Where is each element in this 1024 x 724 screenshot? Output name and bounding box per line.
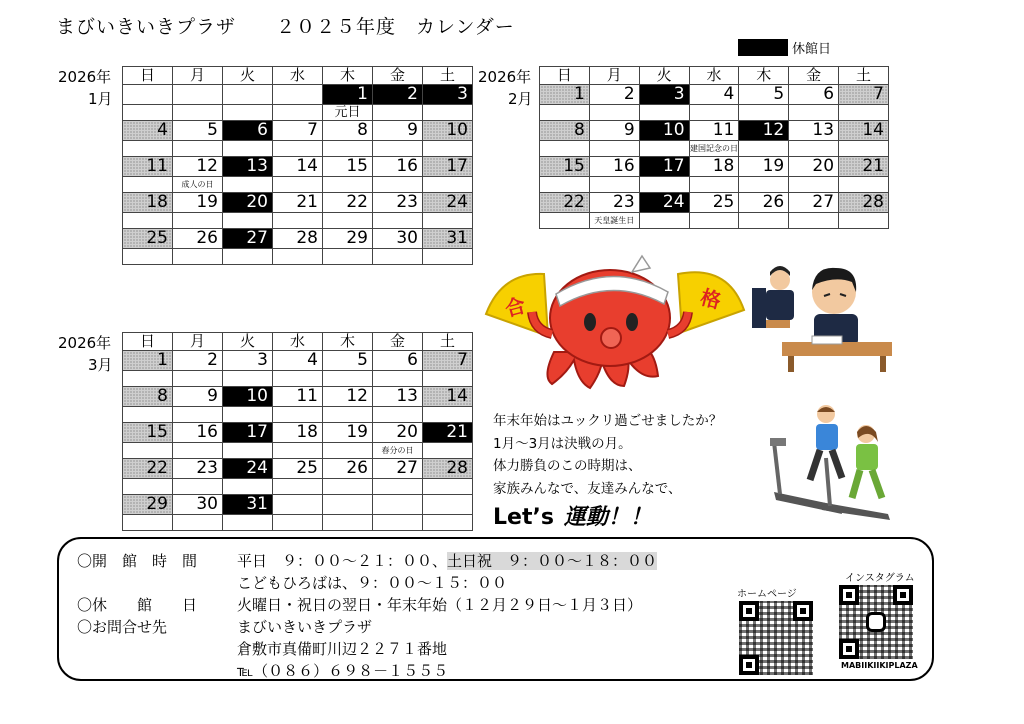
calendar-day: 3 [223,351,273,371]
holiday-label [273,407,323,423]
calendar-day: 14 [839,121,889,141]
calendar-day: 14 [273,157,323,177]
holiday-label [273,515,323,531]
calendar-day: 29 [323,229,373,249]
calendar-day: 21 [423,423,473,443]
holiday-label [789,105,839,121]
holiday-label [173,213,223,229]
holiday-label [323,177,373,193]
holiday-label [223,515,273,531]
lets-jp-text: 運動！！ [563,505,652,530]
calendar-day: 17 [639,157,689,177]
calendar-day: 7 [839,85,889,105]
calendar-day: 9 [589,121,639,141]
holiday-label [123,407,173,423]
calendar-day: 2 [589,85,639,105]
contact-name: まびいきいきプラザ [237,618,373,636]
calendar-day: 27 [789,193,839,213]
calendar-day: 22 [123,459,173,479]
calendar-day [173,85,223,105]
hours-weekend: 土日祝 ９：００～１８：００ [447,552,658,570]
contact-address: 倉敷市真備町川辺２２７１番地 [237,640,448,658]
holiday-label [423,407,473,423]
calendar-day: 18 [689,157,739,177]
contact-tel [237,661,448,681]
instagram-qr-label: インスタグラム [845,573,915,584]
holiday-label [323,479,373,495]
calendar-day: 22 [540,193,590,213]
calendar-day: 24 [223,459,273,479]
weekday-header: 木 [323,333,373,351]
weekday-header: 水 [689,67,739,85]
holiday-label: 元日 [323,105,373,121]
calendar-day [273,85,323,105]
holiday-label [839,141,889,157]
holiday-label [123,479,173,495]
calendar-day [123,85,173,105]
holiday-label [423,141,473,157]
calendar-day: 28 [839,193,889,213]
weekday-header: 水 [273,333,323,351]
weekday-header: 月 [589,67,639,85]
holiday-label [123,443,173,459]
calendar-day: 22 [323,193,373,213]
calendar-day: 19 [739,157,789,177]
calendar-day: 17 [423,157,473,177]
holiday-label [739,177,789,193]
holiday-label [689,213,739,229]
calendar-day: 2 [373,85,423,105]
holiday-label [223,141,273,157]
hours-kids: こどもひろばは、９：００～１５：００ [237,574,508,592]
calendar-day [423,495,473,515]
tel-prefix: ℡ [237,662,254,680]
calendar-day: 5 [323,351,373,371]
holiday-label [223,177,273,193]
weekday-header: 土 [423,67,473,85]
closed-days-label: 〇休 館 日 [77,596,198,614]
holiday-label [373,371,423,387]
holiday-label [323,141,373,157]
calendar-day: 8 [323,121,373,141]
lets-text: Let’s [493,505,554,530]
calendar-year: 2026年 [58,334,112,352]
calendar-day: 24 [423,193,473,213]
message-line: 家族みんなで、友達みんなで、 [493,480,682,497]
calendar-day: 29 [123,495,173,515]
weekday-header: 木 [323,67,373,85]
calendar-day: 4 [273,351,323,371]
calendar-day: 28 [423,459,473,479]
holiday-label [540,141,590,157]
closed-day-legend [738,38,831,57]
right-fan-label: 格 [698,284,724,314]
instagram-logo-icon [866,612,886,632]
calendar-day: 6 [789,85,839,105]
calendar-day: 20 [223,193,273,213]
calendar-day: 18 [123,193,173,213]
weekday-header: 月 [173,67,223,85]
calendar-year: 2026年 [478,68,532,86]
weekday-header: 金 [373,67,423,85]
message-line: 体力勝負のこの時期は、 [493,458,642,474]
calendar-day: 6 [223,121,273,141]
calendar-day: 11 [273,387,323,407]
hours-weekday: 平日 ９：００～２１：００、 [237,552,448,570]
holiday-label [273,443,323,459]
calendar-day: 23 [373,193,423,213]
holiday-label [173,249,223,265]
weekday-header: 日 [123,333,173,351]
homepage-qr-icon[interactable] [739,601,813,675]
closed-legend-swatch [738,39,788,56]
holiday-label [273,105,323,121]
calendar-day: 16 [589,157,639,177]
holiday-label [273,177,323,193]
holiday-label [173,479,223,495]
calendar-day: 20 [789,157,839,177]
calendar-day: 18 [273,423,323,443]
holiday-label [323,443,373,459]
holiday-label [639,177,689,193]
holiday-label [540,213,590,229]
calendar-day: 11 [689,121,739,141]
calendar-day: 9 [173,387,223,407]
calendar-day: 1 [323,85,373,105]
holiday-label [789,213,839,229]
holiday-label [273,479,323,495]
holiday-label [223,249,273,265]
students-studying-illustration [752,258,892,373]
holiday-label [323,515,373,531]
octopus-body-icon [532,256,688,388]
holiday-label [373,407,423,423]
holiday-label [423,479,473,495]
instagram-qr-icon[interactable] [839,585,913,659]
holiday-label [589,177,639,193]
holiday-label [373,213,423,229]
calendar-day: 1 [540,85,590,105]
calendar-day: 5 [739,85,789,105]
holiday-label: 天皇誕生日 [589,213,639,229]
holiday-label [173,443,223,459]
calendar-day: 14 [423,387,473,407]
calendar-day: 15 [123,423,173,443]
weekday-header: 日 [540,67,590,85]
weekday-header: 火 [223,67,273,85]
info-box [57,537,934,681]
weekday-header: 日 [123,67,173,85]
holiday-label [739,213,789,229]
treadmill-runners-illustration [770,402,900,520]
holiday-label [323,213,373,229]
calendar-day: 25 [273,459,323,479]
holiday-label [423,249,473,265]
holiday-label [423,515,473,531]
calendar-day: 28 [273,229,323,249]
holiday-label [173,371,223,387]
calendar-day: 26 [739,193,789,213]
calendar-day: 15 [540,157,590,177]
page-title: まびいきいきプラザ ２０２５年度 カレンダー [56,16,515,38]
calendar-day: 26 [173,229,223,249]
holiday-label [423,105,473,121]
calendar-day: 1 [123,351,173,371]
calendar-day: 9 [373,121,423,141]
hours-value [237,551,657,571]
weekday-header: 土 [423,333,473,351]
holiday-label [739,105,789,121]
contact-label: 〇お問合せ先 [77,618,168,636]
calendar-day: 24 [639,193,689,213]
calendar-day: 19 [323,423,373,443]
calendar-day: 5 [173,121,223,141]
holiday-label [273,249,323,265]
weekday-header: 火 [223,333,273,351]
calendar-day: 12 [323,387,373,407]
calendar-day: 4 [689,85,739,105]
homepage-qr-label: ホームページ [737,589,797,600]
holiday-label [323,249,373,265]
holiday-label [173,105,223,121]
calendar-day: 7 [273,121,323,141]
calendar-day: 19 [173,193,223,213]
calendar-day: 3 [639,85,689,105]
calendar-day: 7 [423,351,473,371]
holiday-label [223,479,273,495]
holiday-label [123,177,173,193]
calendar-day [373,495,423,515]
holiday-label [839,105,889,121]
calendar-day: 13 [789,121,839,141]
holiday-label [589,141,639,157]
holiday-label [639,105,689,121]
calendar-day [323,495,373,515]
lets-exercise-slogan [493,500,652,531]
holiday-label: 春分の日 [373,443,423,459]
holiday-label [123,213,173,229]
calendar-day: 8 [540,121,590,141]
calendar-day: 20 [373,423,423,443]
holiday-label [373,141,423,157]
calendar-month: 3月 [88,356,113,374]
calendar-grid [539,66,889,229]
holiday-label [123,105,173,121]
calendar-day: 10 [423,121,473,141]
holiday-label [589,105,639,121]
holiday-label [739,141,789,157]
holiday-label [423,177,473,193]
calendar-day: 31 [423,229,473,249]
calendar-day: 3 [423,85,473,105]
calendar-year: 2026年 [58,68,112,86]
calendar-day [273,495,323,515]
calendar-day: 27 [223,229,273,249]
calendar-day: 26 [323,459,373,479]
left-fan-label: 合 [502,292,528,322]
holiday-label [689,105,739,121]
holiday-label [540,177,590,193]
instagram-handle: MABIIKIIKIPLAZA [841,661,918,670]
holiday-label [423,371,473,387]
holiday-label [123,371,173,387]
hours-label: 〇開 館 時 間 [77,552,198,570]
holiday-label [123,515,173,531]
holiday-label [173,407,223,423]
holiday-label [223,443,273,459]
holiday-label [223,105,273,121]
holiday-label [423,213,473,229]
holiday-label [689,177,739,193]
calendar-day: 8 [123,387,173,407]
holiday-label [223,213,273,229]
calendar-day: 17 [223,423,273,443]
weekday-header: 水 [273,67,323,85]
calendar-day: 12 [173,157,223,177]
calendar-day: 21 [273,193,323,213]
holiday-label [373,479,423,495]
weekday-header: 火 [639,67,689,85]
message-line: 1月～3月は決戦の月。 [493,435,632,452]
closed-days-value: 火曜日・祝日の翌日・年末年始（１２月２９日～１月３日） [237,596,643,614]
holiday-label: 成人の日 [173,177,223,193]
calendar-day: 11 [123,157,173,177]
weekday-header: 金 [789,67,839,85]
calendar-grid [122,66,473,265]
weekday-header: 金 [373,333,423,351]
calendar-day: 31 [223,495,273,515]
calendar-day: 25 [123,229,173,249]
calendar-day: 30 [173,495,223,515]
holiday-label [839,213,889,229]
holiday-label [123,249,173,265]
holiday-label [123,141,173,157]
calendar-day: 12 [739,121,789,141]
holiday-label [639,141,689,157]
holiday-label [373,249,423,265]
holiday-label [323,371,373,387]
calendar-day: 10 [639,121,689,141]
holiday-label [223,371,273,387]
holiday-label [273,213,323,229]
calendar-day: 4 [123,121,173,141]
calendar-month: 1月 [88,90,113,108]
calendar-day: 2 [173,351,223,371]
calendar-day: 10 [223,387,273,407]
message-line: 年末年始はユックリ過ごせましたか？ [493,413,723,429]
holiday-label [173,515,223,531]
holiday-label [839,177,889,193]
weekday-header: 土 [839,67,889,85]
calendar-day [223,85,273,105]
calendar-month: 2月 [508,90,533,108]
calendar-day: 13 [223,157,273,177]
holiday-label: 建国記念の日 [689,141,739,157]
holiday-label [789,141,839,157]
calendar-day: 25 [689,193,739,213]
calendar-day: 15 [323,157,373,177]
tel-number: （０８６）６９８－１５５５ [253,662,449,680]
message-block [493,410,722,500]
calendar-day: 16 [173,423,223,443]
weekday-header: 木 [739,67,789,85]
holiday-label [323,407,373,423]
calendar-day: 23 [589,193,639,213]
holiday-label [373,515,423,531]
holiday-label [273,141,323,157]
calendar-day: 21 [839,157,889,177]
closed-legend-label: 休館日 [792,42,832,57]
calendar-day: 13 [373,387,423,407]
calendar-day: 23 [173,459,223,479]
weekday-header: 月 [173,333,223,351]
calendar-day: 30 [373,229,423,249]
calendar-day: 6 [373,351,423,371]
calendar-grid [122,332,473,531]
octopus-mascot-illustration [482,252,750,392]
calendar-day: 16 [373,157,423,177]
holiday-label [373,105,423,121]
holiday-label [789,177,839,193]
holiday-label [273,371,323,387]
holiday-label [639,213,689,229]
holiday-label [223,407,273,423]
holiday-label [373,177,423,193]
holiday-label [540,105,590,121]
holiday-label [173,141,223,157]
calendar-day: 27 [373,459,423,479]
holiday-label [423,443,473,459]
